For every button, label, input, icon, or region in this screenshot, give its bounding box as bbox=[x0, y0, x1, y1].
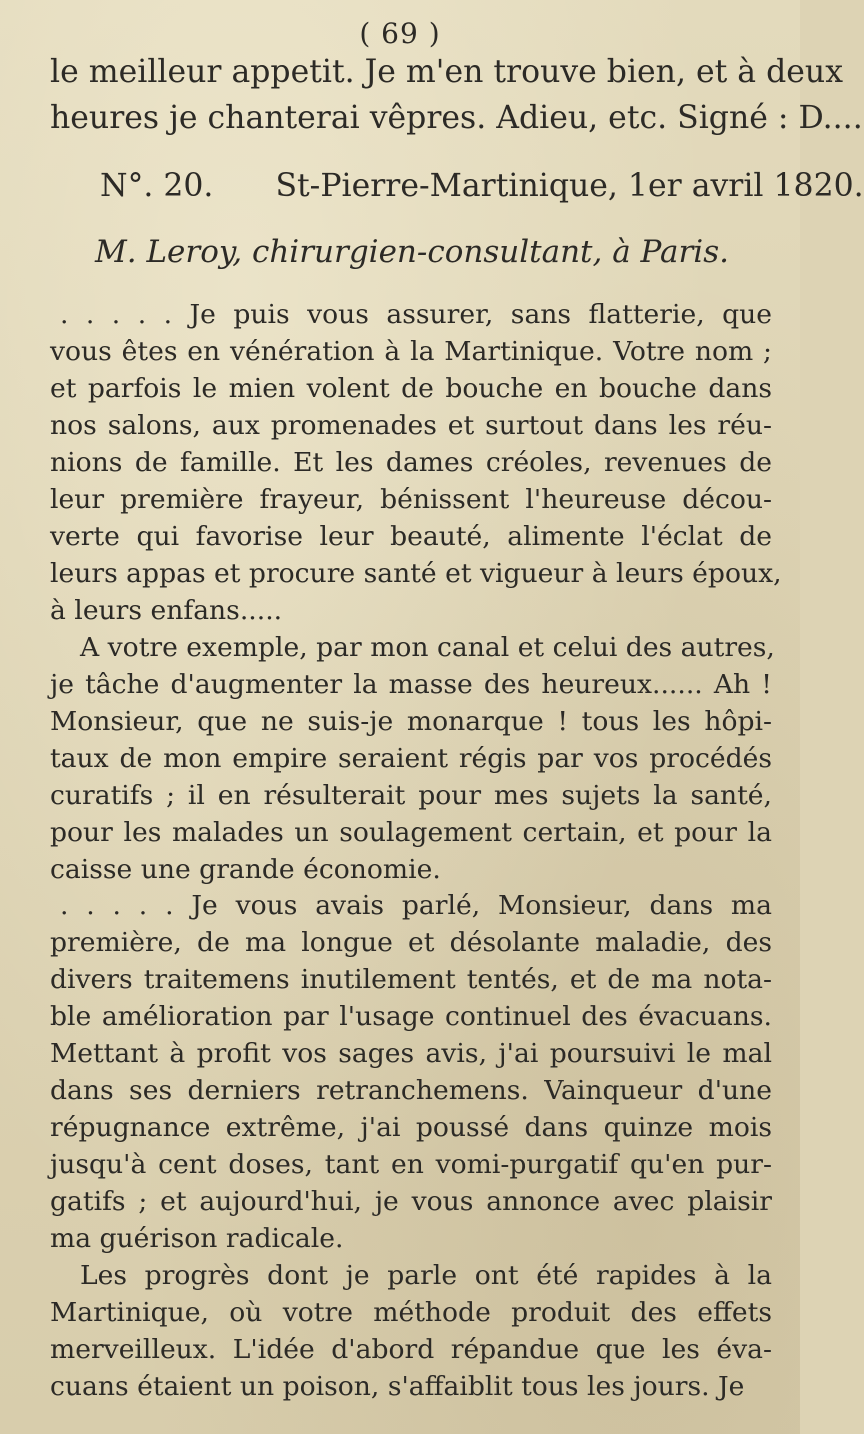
text-line: Monsieur, que ne suis-je monarque ! tous les hôpi- bbox=[50, 706, 772, 737]
text-line: . . . . . Je puis vous assurer, sans flatterie, que bbox=[60, 299, 772, 330]
text-line: je tâche d'augmenter la masse des heureux...... Ah ! bbox=[50, 669, 772, 700]
text-line: première, de ma longue et désolante maladie, des bbox=[50, 927, 772, 958]
text-line: divers traitemens inutilement tentés, et de ma nota- bbox=[50, 964, 772, 995]
text-line: pour les malades un soulagement certain, et pour la bbox=[50, 817, 772, 848]
text-line: vous êtes en vénération à la Martinique. Votre nom ; bbox=[50, 336, 772, 367]
text-line: Les progrès dont je parle ont été rapides à la bbox=[80, 1260, 772, 1291]
text-line: jusqu'à cent doses, tant en vomi-purgatif qu'en pur- bbox=[50, 1149, 772, 1180]
text-line: à leurs enfans..... bbox=[50, 595, 283, 626]
text-line: leur première frayeur, bénissent l'heureuse décou- bbox=[50, 484, 772, 515]
salutation: M. Leroy, chirurgien-consultant, à Paris. bbox=[95, 234, 729, 270]
text-line: ma guérison radicale. bbox=[50, 1223, 344, 1254]
text-line: A votre exemple, par mon canal et celui des autres, bbox=[80, 632, 775, 663]
place-date: St-Pierre-Martinique, 1er avril 1820. bbox=[275, 168, 864, 204]
text-line: répugnance extrême, j'ai poussé dans quinze mois bbox=[50, 1112, 772, 1143]
page-number: ( 69 ) bbox=[359, 17, 441, 50]
text-line: Martinique, où votre méthode produit des effets bbox=[50, 1297, 772, 1328]
text-line: heures je chanterai vêpres. Adieu, etc. Signé : D.... bbox=[50, 100, 863, 136]
text-line: le meilleur appetit. Je m'en trouve bien, et à deux bbox=[50, 54, 843, 90]
text-line: merveilleux. L'idée d'abord répandue que les éva- bbox=[50, 1334, 772, 1365]
text-line: gatifs ; et aujourd'hui, je vous annonce avec plaisir bbox=[50, 1186, 772, 1217]
text-line: . . . . . Je vous avais parlé, Monsieur, dans ma bbox=[60, 890, 772, 921]
text-line: verte qui favorise leur beauté, alimente l'éclat de bbox=[50, 521, 772, 552]
text-line: ble amélioration par l'usage continuel des évacuans. bbox=[50, 1001, 772, 1032]
entry-number: N°. 20. bbox=[100, 168, 214, 204]
text-line: Mettant à profit vos sages avis, j'ai poursuivi le mal bbox=[50, 1038, 772, 1069]
text-line: et parfois le mien volent de bouche en bouche dans bbox=[50, 373, 772, 404]
text-line: cuans étaient un poison, s'affaiblit tous les jours. Je bbox=[50, 1371, 745, 1402]
text-line: leurs appas et procure santé et vigueur à leurs époux, bbox=[50, 558, 782, 589]
text-line: taux de mon empire seraient régis par vos procédés bbox=[50, 743, 772, 774]
text-line: nos salons, aux promenades et surtout dans les réu- bbox=[50, 410, 772, 441]
text-line: caisse une grande économie. bbox=[50, 854, 441, 885]
letter-number bbox=[100, 164, 864, 208]
text-line: nions de famille. Et les dames créoles, revenues de bbox=[50, 447, 772, 478]
text-line: curatifs ; il en résulterait pour mes sujets la santé, bbox=[50, 780, 772, 811]
text-line: dans ses derniers retranchemens. Vainqueur d'une bbox=[50, 1075, 772, 1106]
